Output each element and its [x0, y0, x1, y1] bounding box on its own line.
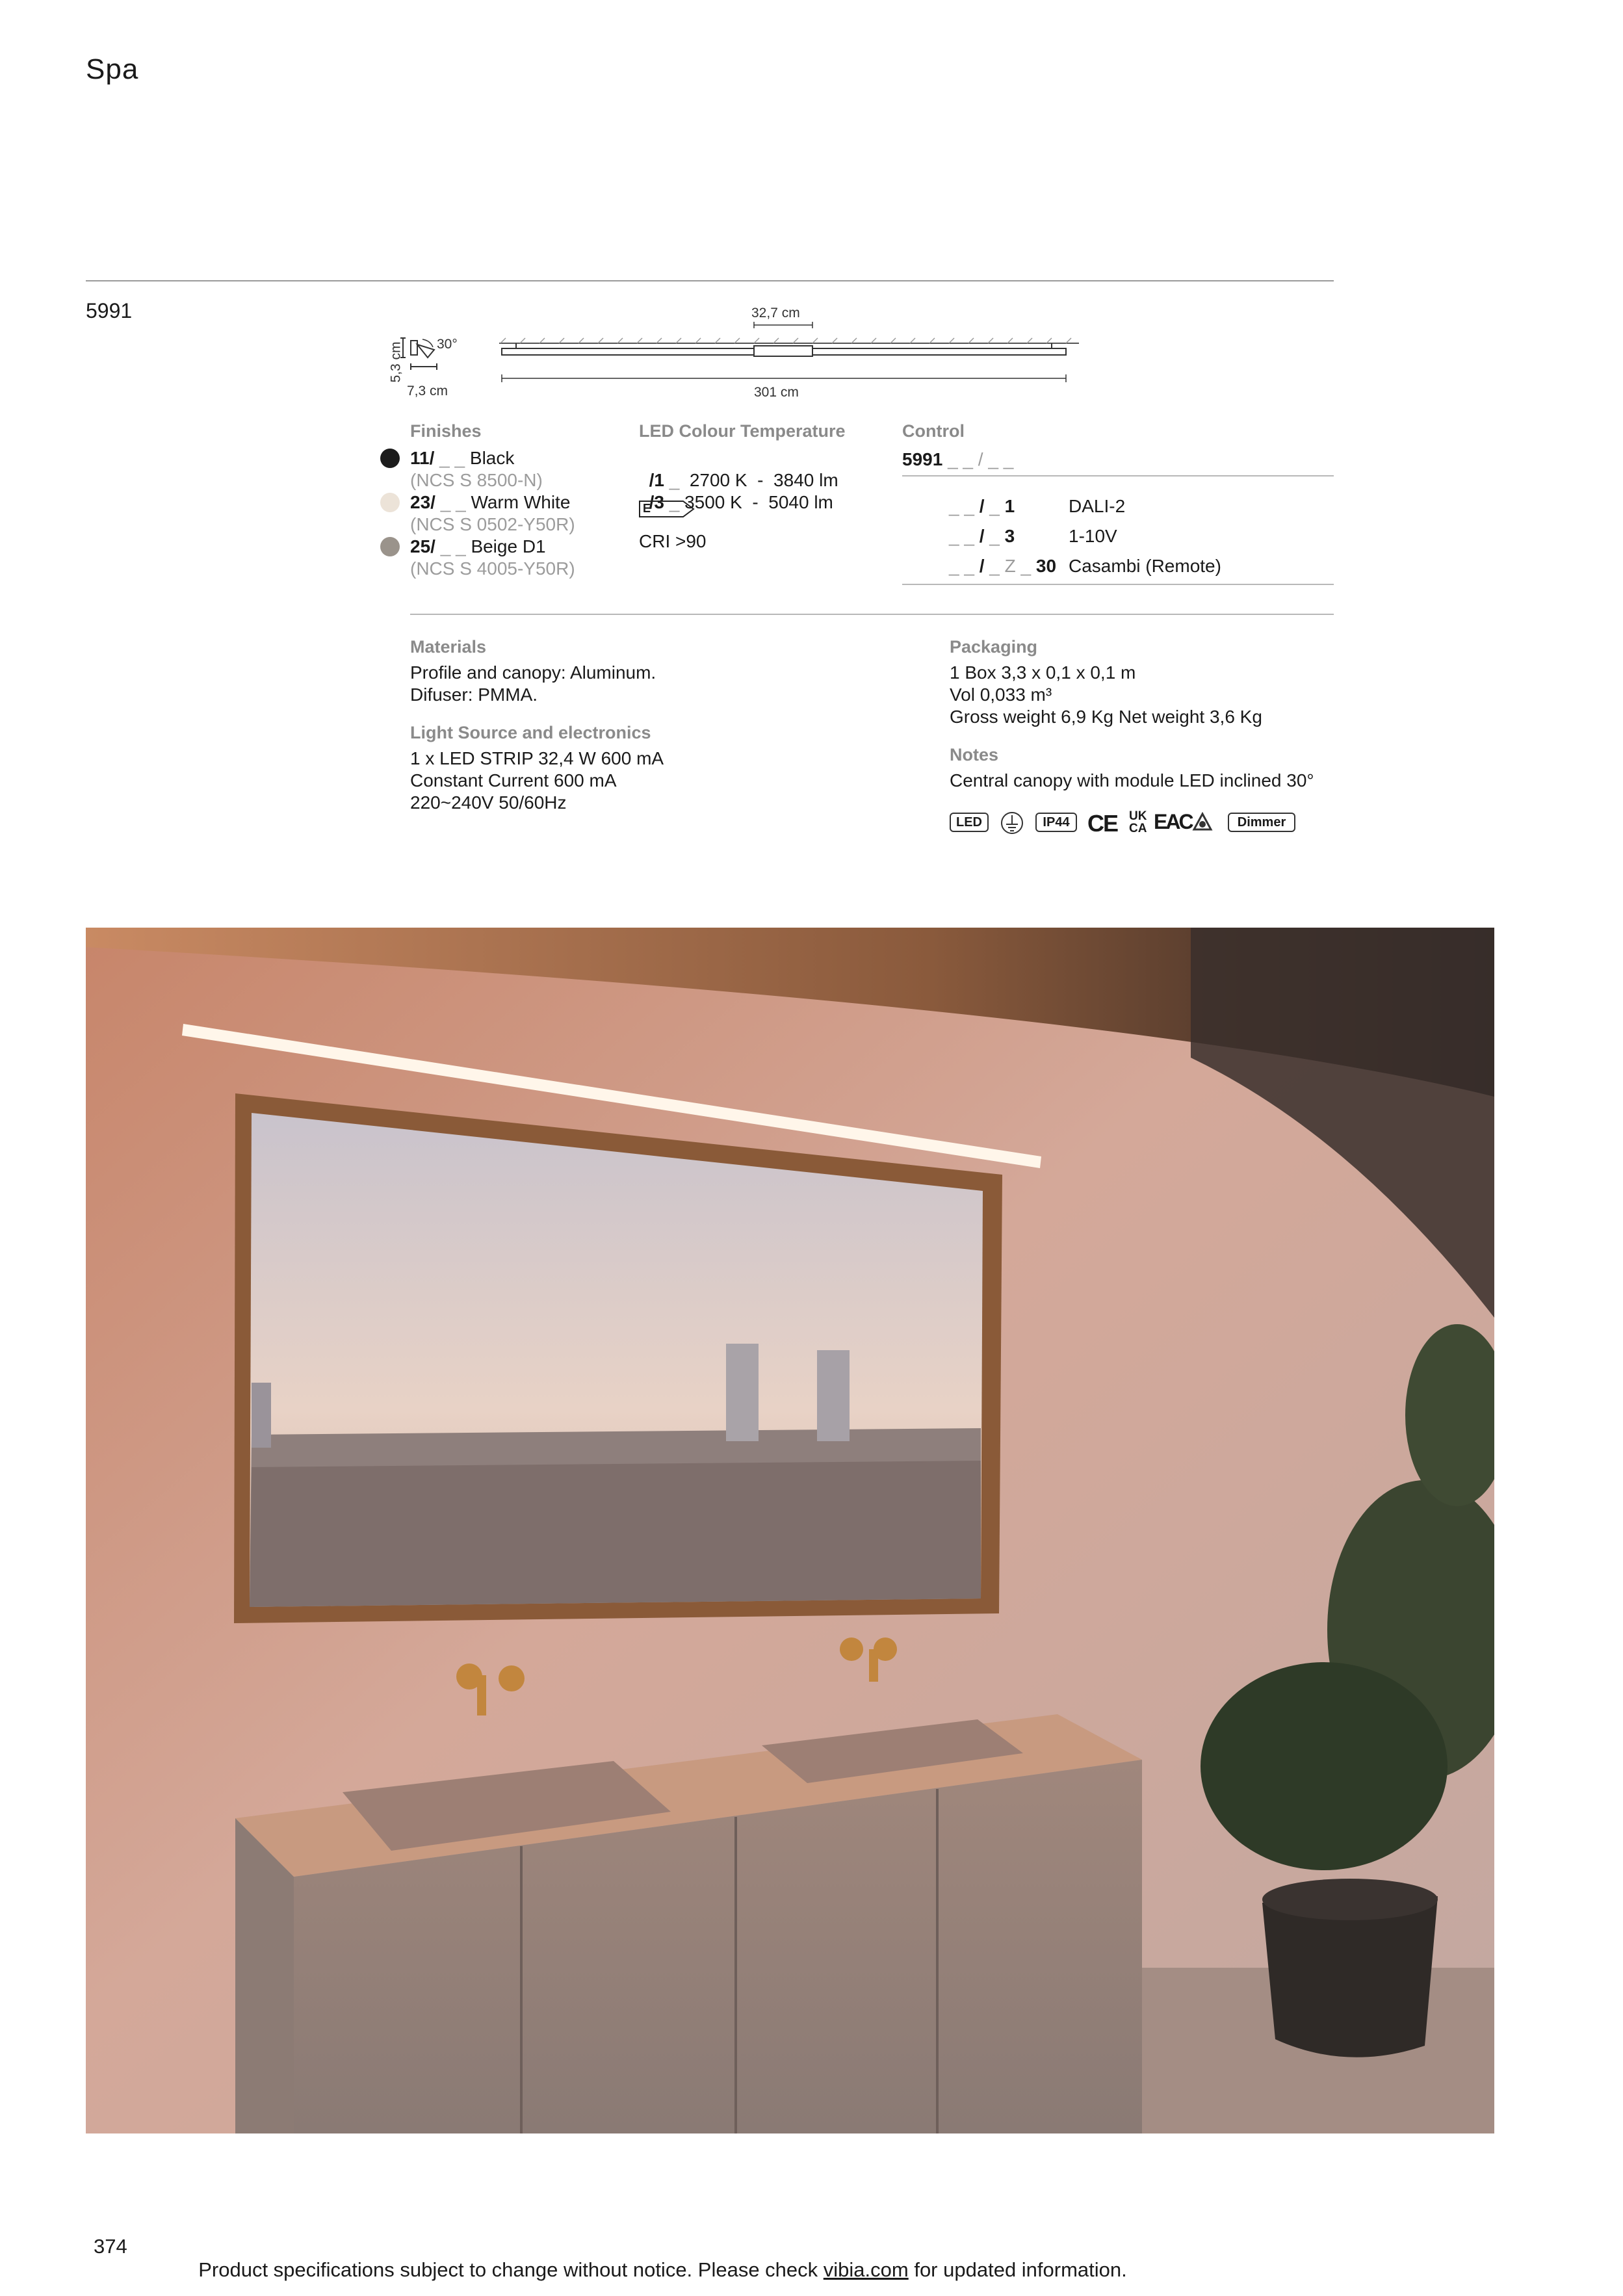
- finish-name: Warm White: [471, 492, 571, 512]
- finishes-title: Finishes: [410, 421, 482, 441]
- bathroom-scene-illustration: [86, 928, 1494, 2133]
- specs-divider: [410, 614, 1334, 615]
- finish-ncs: (NCS S 8500-N): [410, 470, 543, 490]
- finish-suffix: _ _: [439, 448, 465, 468]
- depth-label: 7,3 cm: [407, 384, 448, 398]
- dimmer-badge: Dimmer: [1228, 813, 1295, 832]
- certification-row: [950, 809, 1314, 837]
- finish-ncs: (NCS S 0502-Y50R): [410, 514, 575, 534]
- materials-line: Difuser: PMMA.: [410, 685, 538, 705]
- light-source-line: 220~240V 50/60Hz: [410, 792, 567, 813]
- angle-label: 30°: [437, 337, 458, 352]
- materials-line: Profile and canopy: Aluminum.: [410, 662, 656, 683]
- packaging-line: 1 Box 3,3 x 0,1 x 0,1 m: [950, 662, 1136, 683]
- vibia-link[interactable]: vibia.com: [823, 2258, 909, 2281]
- control-divider: [902, 475, 1334, 476]
- product-photo: [86, 928, 1494, 2133]
- finish-swatch-warm-white: [380, 493, 400, 512]
- ce-mark: CE: [1087, 810, 1118, 837]
- finish-item: [380, 536, 627, 580]
- control-title: Control: [902, 421, 965, 441]
- ip-rating-badge: IP44: [1035, 813, 1077, 832]
- led-row: /3 _ 3500 K - 5040 lm: [649, 492, 833, 512]
- finish-swatch-beige: [380, 537, 400, 556]
- cri-value: CRI >90: [639, 531, 707, 551]
- recycle-icon: [1191, 811, 1214, 835]
- finish-suffix: _ _: [440, 536, 466, 556]
- finish-item: [380, 447, 627, 491]
- led-row: /1 _ 2700 K - 3840 lm: [649, 470, 838, 490]
- height-label: 5,3 cm: [388, 341, 404, 383]
- light-source-title: Light Source and electronics: [410, 723, 651, 742]
- finish-code: 11/: [410, 448, 435, 468]
- section-title: Spa: [86, 53, 139, 85]
- notes-title: Notes: [950, 745, 999, 764]
- control-options: [949, 495, 1339, 585]
- finish-code: 25/: [410, 536, 435, 556]
- finish-name: Beige D1: [471, 536, 546, 556]
- finish-item: [380, 491, 627, 536]
- product-code: 5991: [86, 299, 133, 322]
- packaging-line: Gross weight 6,9 Kg Net weight 3,6 Kg: [950, 707, 1262, 727]
- packaging-line: Vol 0,033 m³: [950, 685, 1052, 705]
- finish-list: [380, 447, 627, 580]
- eac-mark: EAC: [1154, 810, 1192, 833]
- footer-note: Product specifications subject to change without notice. Please check vibia.com for updated information.: [198, 2258, 1127, 2281]
- control-option: _ _ / _ 1 DALI-2: [949, 496, 1126, 516]
- page-number: 374: [94, 2235, 127, 2258]
- finish-swatch-black: [380, 449, 400, 468]
- energy-class-badge: [639, 501, 695, 517]
- light-source-line: Constant Current 600 mA: [410, 770, 617, 790]
- energy-class-label: E: [643, 502, 651, 515]
- control-option: _ _ / _ Z _ 30 Casambi (Remote): [949, 556, 1221, 576]
- packaging-title: Packaging: [950, 637, 1038, 657]
- total-length-label: 301 cm: [754, 385, 799, 400]
- finish-suffix: _ _: [440, 492, 466, 512]
- ground-symbol-icon: [1000, 811, 1024, 835]
- ukca-mark: UK CA: [1129, 809, 1147, 835]
- canopy-width-label: 32,7 cm: [751, 306, 800, 320]
- finish-ncs: (NCS S 4005-Y50R): [410, 558, 575, 579]
- control-option: _ _ / _ 3 1-10V: [949, 526, 1117, 546]
- finish-code: 23/: [410, 492, 435, 512]
- control-bottom-divider: [902, 584, 1334, 585]
- notes-text: Central canopy with module LED inclined 30°: [950, 770, 1314, 790]
- control-code: 5991 _ _ / _ _: [902, 449, 1014, 469]
- led-title: LED Colour Temperature: [639, 421, 846, 441]
- technical-drawing: [377, 299, 1092, 403]
- header-divider: [86, 280, 1334, 281]
- materials-title: Materials: [410, 637, 487, 657]
- led-badge: LED: [950, 813, 989, 832]
- light-source-line: 1 x LED STRIP 32,4 W 600 mA: [410, 748, 664, 768]
- finish-name: Black: [469, 448, 515, 468]
